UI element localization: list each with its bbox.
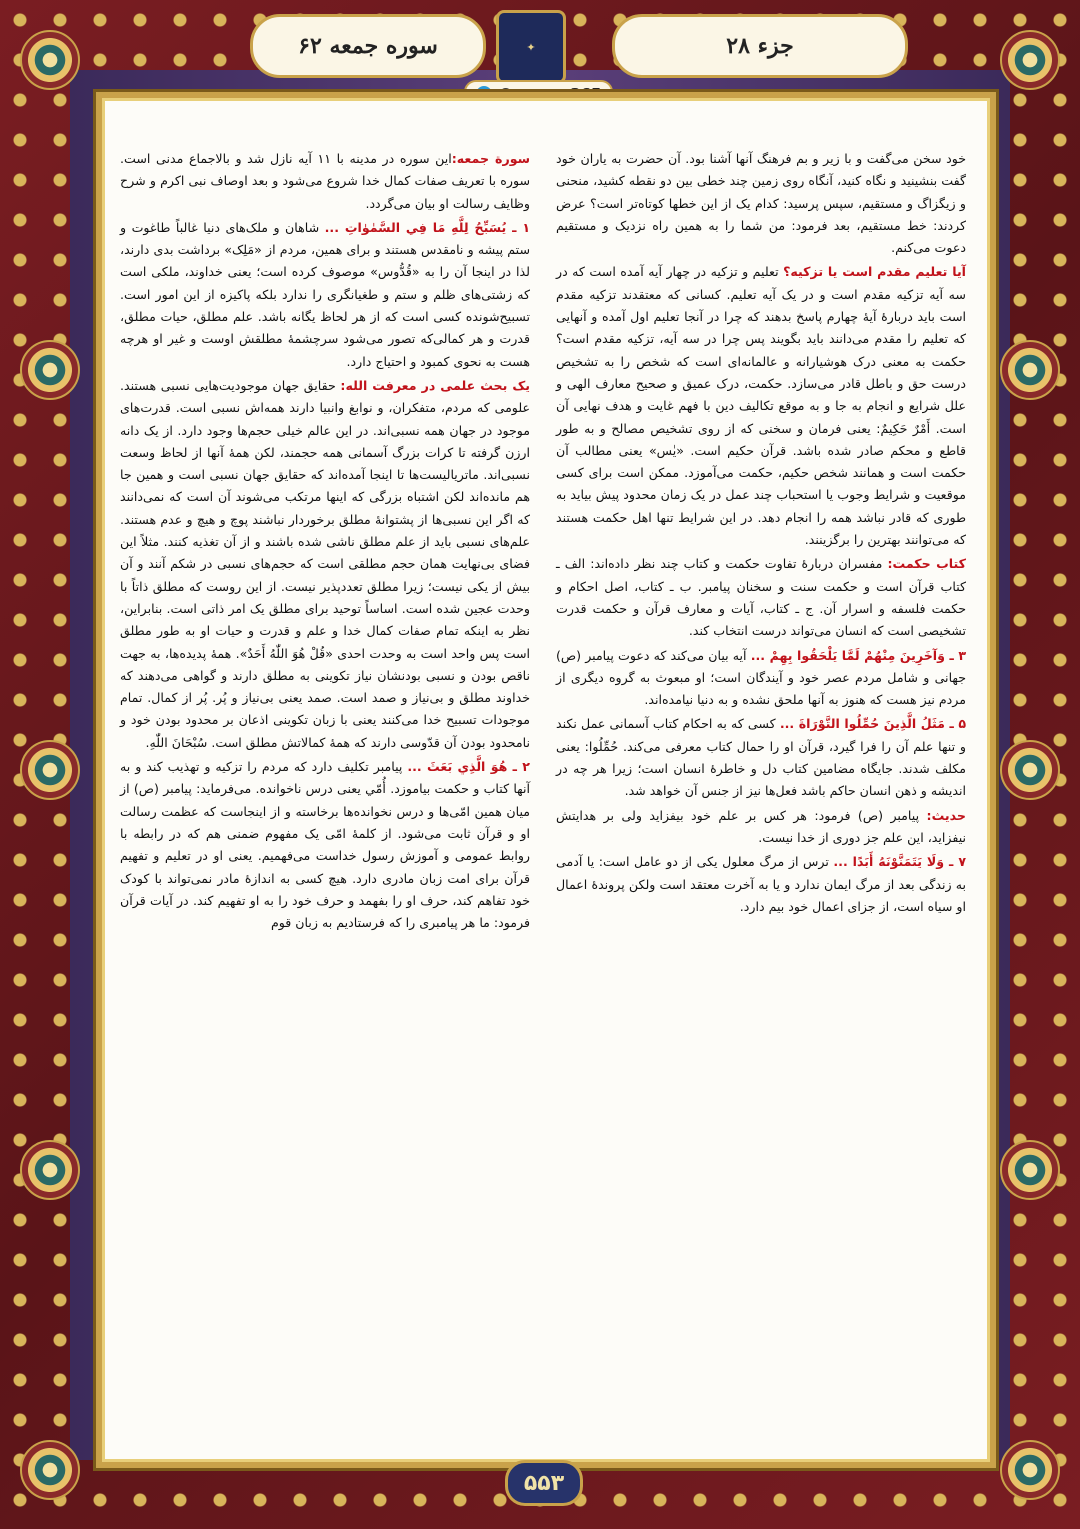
paragraph-lead: یک بحث علمی در معرفت الله:: [340, 377, 530, 393]
paragraph-lead: ۲ ـ هُوَ الَّذِي بَعَثَ ...: [407, 759, 530, 775]
paragraph-lead: ۵ ـ مَثَلُ الَّذِينَ حُمِّلُوا التَّوْرَاةَ ...: [779, 716, 966, 732]
quran-logo-icon: ✦: [496, 10, 566, 84]
ornament-medallion-icon: [1000, 1440, 1060, 1500]
surah-label: [250, 14, 486, 78]
paragraph: [556, 553, 966, 642]
paragraph: [120, 375, 530, 754]
right-column: [120, 148, 530, 1388]
paragraph-lead: ۱ ـ يُسَبِّحُ لِلَّهِ مَا فِي السَّمٰوٰاتِ ...: [324, 219, 530, 235]
paragraph: [556, 261, 966, 551]
paragraph-text: پیامبر تکلیف دارد که مردم را تزکیه و تهذیب کند و به آنها کتاب و حکمت بیاموزد. أُمّي یعنی درس ناخوانده. می‌فرماید: پیامبر (ص) از میان همین امّی‌ها و درس نخوانده‌ها برخاسته و از اینجاست که عظمت رسالت او و قرآن ثابت می‌شود. از کلمهٔ امّی یک مفهوم ضمنی هم که در رابطه با روابط عمومی و آموزش رسول خداست می‌فهمیم. یعنی او در تعلیم و تفهیم قرآن برای امت زبان مادری دارد. هیچ کسی به اندازهٔ مادر نمی‌تواند با کودک خود تفاهم کند، حرف او را بفهمد و حرف خود را به او تفهیم کند. در آیات قرآن فرمود: ما هر پیامبری را که فرستادیم به زبان قوم: [120, 759, 530, 931]
paragraph-lead: سورة جمعه:: [451, 151, 530, 166]
paragraph-text: ترس از مرگ معلول یکی از دو عامل است: یا آدمی به زندگی بعد از مرگ ایمان ندارد و یا به آخرت معتقد است ولکن پروندهٔ اعمال او سیاه است، از جزای اعمال خود بیم دارد.: [556, 854, 966, 914]
paragraph: [120, 217, 530, 373]
paragraph-text: شاهان و ملک‌های دنیا غالباً طاغوت و ستم پیشه و نامقدس هستند و برای همین، مردم از «مَلِک» برداشت بدی دارند، لذا در اینجا آن را به «قُدُّوس» موصوف کرده است؛ یعنی خداوند، ملکی است که زشتی‌های ظلم و ستم و طغیانگری را ندارد بلکه پاکیزه از این امور است. تسبیح‌شونده کسی است که از هر لحاظ یگانه باشد. علم مطلق، حیات مطلق، قدرت و هر کمالی‌که تصور می‌شود سرچشمهٔ مطلقش اوست و غیر او هرچه هست به نحوی کمبود و احتیاج دارد.: [120, 219, 530, 369]
page-number-text: ۵۵۳: [523, 1470, 565, 1496]
left-column: [556, 148, 966, 1388]
page-number: [505, 1460, 583, 1506]
paragraph-text: تعلیم و تزکیه در چهار آیه آمده است که در سه آیه تزکیه مقدم است و در یک آیه تعلیم. کسانی که معتقدند تزکیه مقدم است باید دربارهٔ آیهٔ چهارم پاسخ بدهند که چرا در آنجا تعلیم اول آمده و آنهایی که تعلیم را مقدم می‌دانند باید بگویند پس چرا در سه آیه، تزکیه مقدم است؟ حکمت به معنی درک هوشیارانه و عالمانه‌ای است که شخص را به تشخیص درست حق و باطل قادر می‌سازد. حکمت، درک عمیق و صحیح معارف الهی و علل شرایع و انجام به جا و به موقع تکالیف دین با فهم غایت و هدف نهایی آن است. أَمْرٌ حَكِيمٌ: یعنی فرمان و سخنی که از روی تشخیص مصالح و به طور قاطع و محکم صادر شده باشد. قرآن حکیم است. «يٰس» یعنی مطالب آن حکمت است و همانند شخص حکیم، حکمت می‌آموزد. ممکن است برای کسی موقعیت و شرایط وجوب یا استحباب چند عمل در یک زمان محدود پیش بیاید به طوری که قادر نباشد همه را انجام دهد. در این شرایط تنها اهل حکمت هستند که می‌توانند بهترین را برگزینند.: [556, 264, 966, 548]
paragraph: [556, 805, 966, 850]
paragraph-lead: آیا تعلیم مقدم است یا تزکیه؟: [783, 264, 966, 280]
content-area: [120, 148, 966, 1388]
paragraph: [556, 851, 966, 918]
paragraph: [556, 645, 966, 712]
paragraph: [556, 148, 966, 259]
ornament-medallion-icon: [1000, 30, 1060, 90]
paragraph-lead: ۷ ـ وَلَا يَتَمَنَّوْنَهُ أَبَدًا ...: [833, 854, 966, 870]
paragraph-lead: کتاب حکمت:: [887, 556, 966, 572]
paragraph: [556, 713, 966, 802]
paragraph-text: پیامبر (ص) فرمود: هر کس بر علم خود بیفزاید ولی بر هدایتش نیفزاید، این علم جز دوری از خدا نیست.: [556, 807, 966, 845]
juz-text: جزء ۲۸: [726, 33, 794, 59]
juz-label: [612, 14, 908, 78]
ornament-medallion-icon: [20, 340, 80, 400]
ornament-medallion-icon: [20, 1140, 80, 1200]
paragraph: [120, 148, 530, 215]
paragraph-text: این سوره در مدینه با ۱۱ آیه نازل شد و بالاجماع مدنی است. سوره با تعریف صفات کمال خدا شروع می‌شود و بعد اوصاف نبی اکرم و شرح وظایف رسالت او بیان می‌گردد.: [120, 151, 530, 211]
ornament-medallion-icon: [20, 30, 80, 90]
paragraph-text: کسی که به احکام کتاب آسمانی عمل نکند و تنها علم آن را فرا گیرد، قرآن او را حمال کتاب معرفی می‌کند. حُمِّلُوا: یعنی مکلف شدند. جایگاه مضامین کتاب دل و خاطرهٔ انسان است؛ زیرا هر چه در اندیشه و ذهن انسان حاکم باشد فعل‌ها نیز از جنس آن خواهد شد.: [556, 716, 966, 799]
ornament-medallion-icon: [1000, 1140, 1060, 1200]
ornament-medallion-icon: [20, 740, 80, 800]
paragraph: [120, 756, 530, 934]
ornament-medallion-icon: [1000, 340, 1060, 400]
paragraph-text: آیه بیان می‌کند که دعوت پیامبر (ص) جهانی و شامل مردم عصر خود و آیندگان است؛ او مبعوث به گروه دیگری از مردم نیز هست که هنوز به آنها ملحق نشده و به دنیا نیامده‌اند.: [556, 647, 966, 708]
ornament-medallion-icon: [1000, 740, 1060, 800]
paragraph-lead: حدیث:: [926, 807, 966, 823]
paragraph-lead: ۳ ـ وَآخَرِينَ مِنْهُمْ لَمَّا يَلْحَقُوا بِهِمْ ...: [750, 647, 966, 663]
ornament-medallion-icon: [20, 1440, 80, 1500]
paragraph-text: مفسران دربارهٔ تفاوت حکمت و کتاب چند نظر داده‌اند: الف ـ کتاب قرآن است و حکمت سنت و سخنان پیامبر. ب ـ کتاب، اصل احکام و حکمت فلسفه و اسرار آن. ج ـ کتاب، آیات و معارف قرآن و حکمت قدرت تشخیصی است که انسان می‌تواند درست انتخاب کند.: [556, 556, 966, 639]
surah-text: سوره جمعه ۶۲: [298, 33, 438, 59]
paragraph-text: حقایق جهان موجودیت‌هایی نسبی هستند. علومی که مردم، متفکران، و نوابغ وانبیا دارند همه‌اش نسبی است. قدرت‌های موجود در جهان همه نسبی‌اند. در این عالم خیلی حجم‌ها وجود دارد. از یک دانه ارزن گرفته تا کرات بزرگ آسمانی همه حجمند، لکن همهٔ آنها از لحاظ وسعت نسبی‌اند. ماتریالیست‌ها تا اینجا آمده‌اند که حقایق جهان نسبی است و همین جا هم مانده‌اند لکن اشتباه بزرگی که اینها مرتکب می‌شوند آن است که نمی‌دانند که اگر این نسبی‌ها از پشتوانهٔ مطلق برخوردار نباشند پوچ و هیچ و عدم هستند. علم‌های نسبی باید از علم مطلق ناشی شده باشند و از آن تغذیه کنند. مثلاً این فضای بی‌نهایت همان حجم مطلقی است که حجم‌های نسبی در شکم آنند و آن بیش از یکی نیست؛ زیرا مطلق تعددپذیر نیست. از این روست که مطلق ذاتاً با وحدت عجین شده است. اساساً توحید برای مطلق یک امر ذاتی است. بنابراین، نظر به اینکه تمام صفات کمال خدا و علم و قدرت و حیات او به طور مطلق است پس واحد است به وحدت احدی «قُلْ هُوَ اللّٰهُ أَحَدٌ». همهٔ پدیده‌ها، به جهت ناقص بودن و نسبی بودنشان نیاز تکوینی به مطلق دارند و گواهی می‌دهند که خداوند مطلق و بی‌نیاز و صمد است. صمد یعنی بی‌نیاز و پُر. پُر از کمال. تمام موجودات تسبیح خدا می‌کنند یعنی با زبان تکوینی اذعان بر محدود بودن خود و نامحدود بودن آن قدّوسی دارند که همهٔ کمالاتش مطلق است. سُبْحَانَ اللّٰهِ.: [120, 377, 530, 750]
paragraph-text: خود سخن می‌گفت و با زیر و بم فرهنگ آنها آشنا بود. آن حضرت به یاران خود گفت بنشینید و نگاه کنید، آنگاه روی زمین چند خطی بین دو نقطه کشید، منحنی و زیگزاگ و مستقیم، سپس پرسید: کدام یک از این خطها کوتاه‌تر است؟ عرض کردند: خط مستقیم، بعد فرمود: من شما را به همین راه نزدیک و مستقیم دعوت می‌کنم.: [556, 151, 966, 256]
